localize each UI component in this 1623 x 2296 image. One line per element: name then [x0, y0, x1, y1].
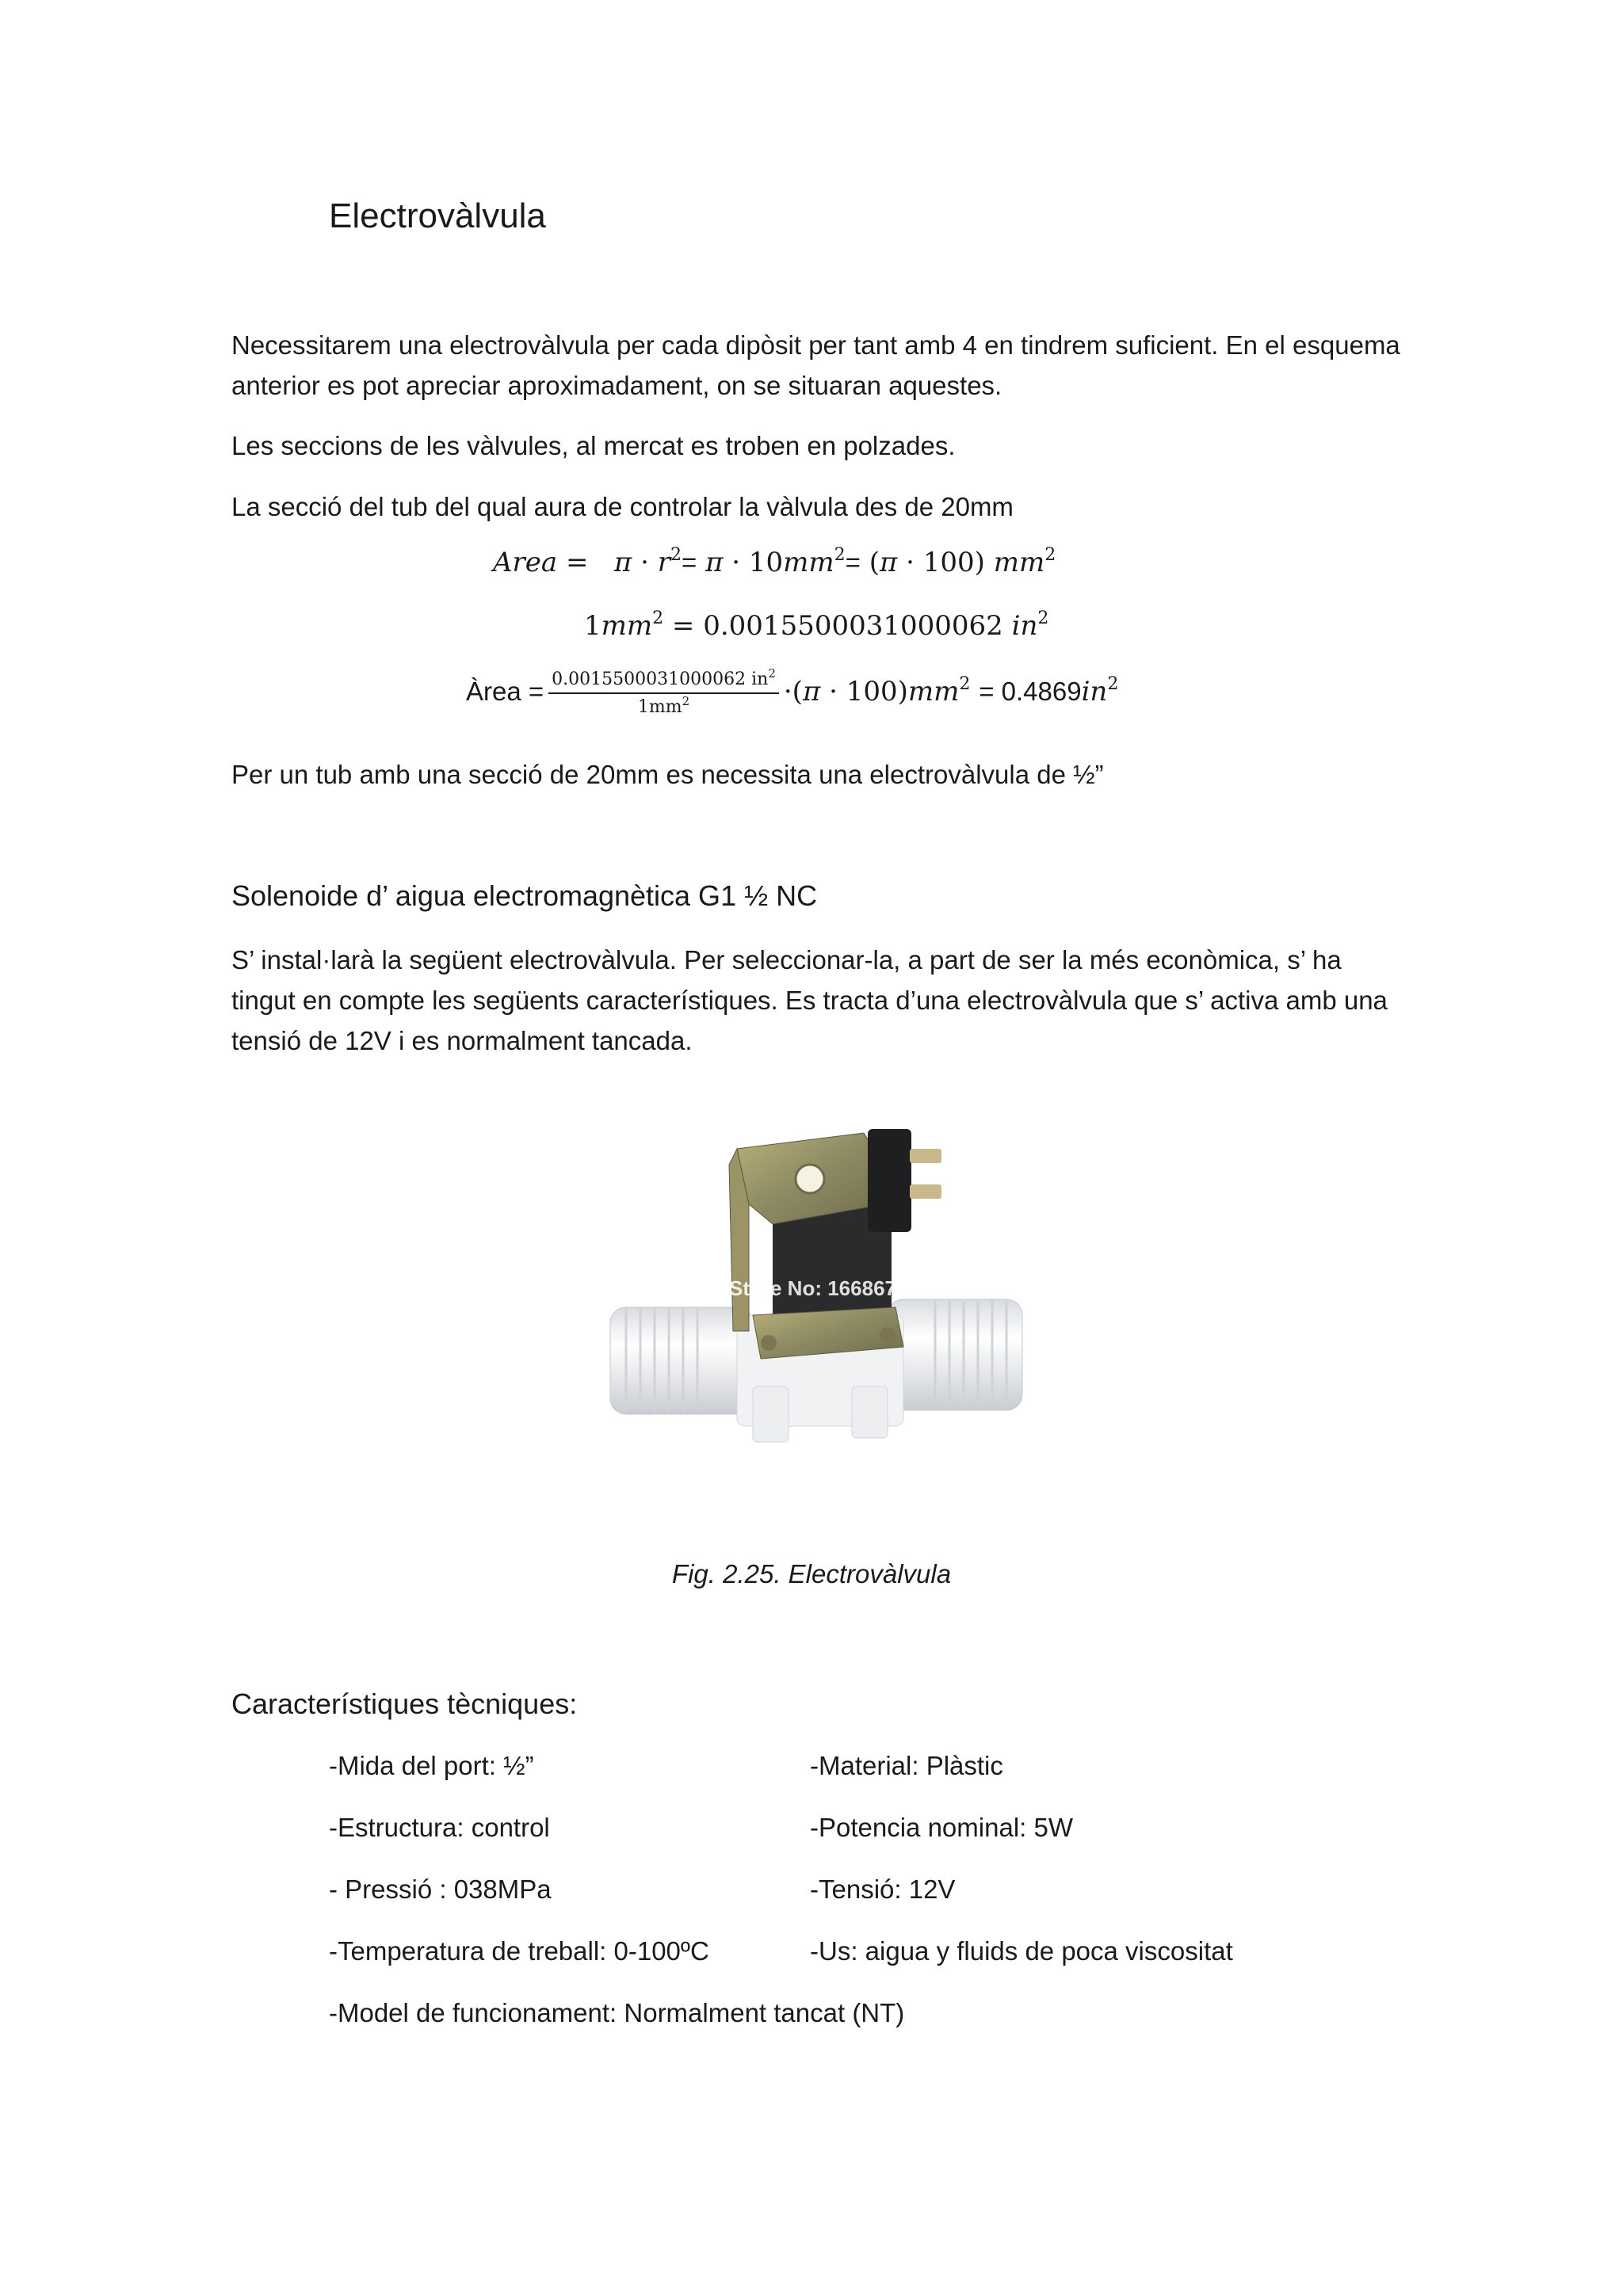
- image-watermark: Store No: 1668679: [729, 1276, 908, 1300]
- paragraph-intro: Necessitarem una electrovàlvula per cada dipòsit per tant amb 4 en tindrem suficient. En el esquema anterior es pot apreciar aproximadament, on se situaran aquestes.: [231, 330, 1400, 400]
- spec-voltage: -Tensió: 12V: [810, 1875, 956, 1904]
- equation-area: Area = $\pi \cdot r^2= \pi \cdot 10mm^2= (\pi \cdot 100)$ $mm^2$: [493, 545, 1056, 578]
- paragraph-conclusion: Per un tub amb una secció de 20mm es necessita una electrovàlvula de ½”: [231, 760, 1104, 789]
- equation-fraction: $\frac{0.0015500031000062 in^2}{1mm^2}$: [548, 669, 779, 717]
- equation-conversion: $1mm^2 = 0.0015500031000062$ $in^2$: [584, 608, 1049, 642]
- spec-port-size: -Mida del port: ½”: [329, 1751, 534, 1780]
- spec-operation-mode: -Model de funcionament: Normalment tancat (NT): [329, 1998, 905, 2027]
- equation-result: = 0.4869: [979, 677, 1082, 706]
- spec-usage: -Us: aigua y fluids de poca viscositat: [810, 1936, 1233, 1966]
- page-title: Electrovàlvula: [329, 196, 546, 235]
- paragraph-sections: Les seccions de les vàlvules, al mercat es troben en polzades.: [231, 431, 956, 460]
- specs-heading: Característiques tècniques:: [231, 1688, 578, 1720]
- equation-area-label: Àrea =: [466, 677, 544, 706]
- solenoid-valve-image: [602, 1117, 1030, 1458]
- equation-area-inches: Àrea = $\frac{0.0015500031000062 in^2}{1mm^2}$ $\cdot(\pi \cdot 100)mm^2 = 0.4869in^2$: [466, 666, 1119, 717]
- paragraph-solenoid: S’ instal·larà la següent electrovàlvula. Per seleccionar-la, a part de ser la més econòmica, s’ ha tingut en compte les següents característiques. Es tracta d’una electrovàlvula que s’ activa amb una tensió de 12V i es normalment tancada.: [231, 945, 1388, 1055]
- spec-structure: -Estructura: control: [329, 1813, 550, 1842]
- spec-power: -Potencia nominal: 5W: [810, 1813, 1073, 1842]
- fraction-denominator: 1mm: [637, 697, 682, 717]
- spec-temperature: -Temperatura de treball: 0-100ºC: [329, 1936, 709, 1966]
- spec-pressure: - Pressió : 038MPa: [329, 1875, 552, 1904]
- section-heading-solenoid: Solenoide d’ aigua electromagnètica G1 ½ NC: [231, 879, 818, 912]
- fraction-numerator: 0.0015500031000062 in: [552, 669, 769, 689]
- paragraph-tube-section: La secció del tub del qual aura de controlar la vàlvula des de 20mm: [231, 492, 1014, 521]
- figure-caption: Fig. 2.25. Electrovàlvula: [671, 1559, 952, 1589]
- spec-material: -Material: Plàstic: [810, 1751, 1003, 1780]
